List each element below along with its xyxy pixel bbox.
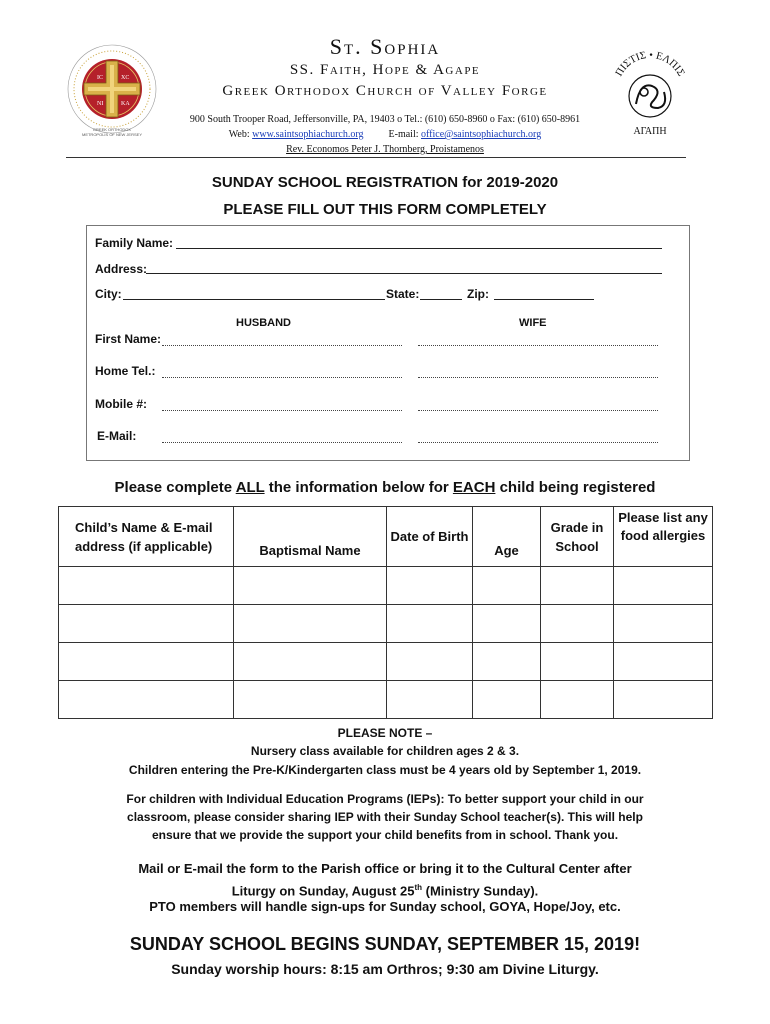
iep-note-line: For children with Individual Education Programs (IEPs): To better support your child in our	[126, 792, 644, 806]
table-cell[interactable]	[59, 567, 234, 605]
mail-note-line: Mail or E-mail the form to the Parish office or bring it to the Cultural Center after	[138, 861, 632, 876]
faith-hope-love-logo	[610, 46, 690, 136]
table-cell[interactable]	[234, 643, 387, 681]
church-web-email	[160, 129, 610, 140]
church-name: St. Sophia	[329, 34, 441, 59]
column-header: Age	[473, 507, 541, 567]
home-tel-label: Home Tel.:	[95, 364, 156, 378]
husband-mobile-field[interactable]	[162, 410, 402, 411]
note-heading: PLEASE NOTE –	[337, 726, 433, 740]
wife-email-field[interactable]	[418, 442, 658, 443]
table-cell[interactable]	[387, 643, 473, 681]
family-info-box	[86, 225, 690, 461]
table-cell[interactable]	[234, 605, 387, 643]
table-cell[interactable]	[473, 643, 541, 681]
city-label: City:	[95, 287, 122, 301]
table-cell[interactable]	[473, 567, 541, 605]
mail-note-text: (Ministry Sunday).	[422, 883, 539, 899]
church-subtitle-2: Greek Orthodox Church of Valley Forge	[222, 83, 548, 99]
wife-home-tel-field[interactable]	[418, 377, 658, 378]
instruction-text: Please complete	[114, 479, 236, 496]
husband-column-header: HUSBAND	[236, 317, 291, 329]
wife-column-header: WIFE	[519, 317, 547, 329]
table-cell[interactable]	[541, 605, 614, 643]
first-name-label: First Name:	[95, 332, 162, 346]
iep-note-line: classroom, please consider sharing IEP with their Sunday School teacher(s). This will help	[127, 810, 643, 824]
seal-letter: KA	[121, 101, 130, 107]
instruction-text: child being registered	[495, 479, 656, 496]
children-table	[58, 506, 713, 719]
table-cell[interactable]	[614, 567, 713, 605]
address-field[interactable]	[146, 273, 662, 274]
state-field[interactable]	[420, 299, 462, 300]
table-row	[59, 605, 713, 643]
table-row	[59, 567, 713, 605]
church-seal-logo	[66, 43, 158, 135]
seal-caption	[64, 127, 160, 137]
table-cell[interactable]	[541, 681, 614, 719]
table-cell[interactable]	[387, 605, 473, 643]
table-cell[interactable]	[614, 643, 713, 681]
seal-motto-bottom: ΑΓΑΠΗ	[633, 126, 667, 136]
note-nursery: Nursery class available for children ages 2 & 3.	[250, 744, 520, 758]
note-prek: Children entering the Pre-K/Kindergarten class must be 4 years old by September 1, 2019.	[128, 763, 642, 777]
state-label: State:	[386, 287, 420, 301]
iep-note-line: ensure that we provide the support your child benefits from in school. Thank you.	[151, 828, 619, 842]
table-cell[interactable]	[614, 605, 713, 643]
wife-first-name-field[interactable]	[418, 345, 658, 346]
instruction-emphasis: EACH	[452, 479, 496, 496]
email-label: E-mail:	[388, 129, 419, 140]
column-header: Baptismal Name	[234, 507, 387, 567]
column-header: Date of Birth	[387, 507, 473, 567]
table-cell[interactable]	[387, 681, 473, 719]
form-title: SUNDAY SCHOOL REGISTRATION for 2019-2020	[211, 174, 559, 191]
seal-caption-line: GREEK ORTHODOX	[92, 127, 132, 132]
seal-letter: XC	[121, 75, 130, 81]
table-row	[59, 643, 713, 681]
address-label: Address:	[95, 262, 148, 276]
school-begins-banner: SUNDAY SCHOOL BEGINS SUNDAY, SEPTEMBER 15, 2019!	[129, 934, 641, 954]
table-cell[interactable]	[59, 643, 234, 681]
header-divider	[66, 157, 686, 158]
email-field-label: E-Mail:	[97, 429, 137, 443]
instruction-emphasis: ALL	[235, 479, 265, 496]
form-subtitle: PLEASE FILL OUT THIS FORM COMPLETELY	[223, 201, 547, 218]
table-cell[interactable]	[473, 605, 541, 643]
table-cell[interactable]	[473, 681, 541, 719]
table-cell[interactable]	[59, 681, 234, 719]
table-row	[59, 681, 713, 719]
zip-label: Zip:	[467, 287, 489, 301]
children-instruction	[0, 479, 770, 496]
seal-letter: IC	[97, 75, 103, 81]
column-header: Grade in School	[541, 507, 614, 567]
column-header: Child’s Name & E-mail address (if applicable)	[59, 507, 234, 567]
instruction-text: the information below for	[264, 479, 453, 496]
table-cell[interactable]	[541, 567, 614, 605]
mail-note-line: PTO members will handle sign-ups for Sunday school, GOYA, Hope/Joy, etc.	[149, 899, 621, 914]
email-link[interactable]: office@saintsophiachurch.org	[421, 129, 542, 140]
table-cell[interactable]	[234, 681, 387, 719]
husband-first-name-field[interactable]	[162, 345, 402, 346]
mobile-label: Mobile #:	[95, 397, 148, 411]
mail-note-text: Liturgy on Sunday, August 25	[231, 883, 415, 899]
table-cell[interactable]	[387, 567, 473, 605]
column-header: Please list any food allergies	[614, 507, 713, 567]
husband-email-field[interactable]	[162, 442, 402, 443]
seal-letter: NI	[97, 101, 104, 107]
family-name-field[interactable]	[176, 248, 662, 249]
svg-text:ΠΙΣΤΙΣ • ΕΛΠΙΣ	[614, 50, 687, 78]
zip-field[interactable]	[494, 299, 594, 300]
church-subtitle: SS. Faith, Hope & Agape	[289, 62, 481, 78]
table-cell[interactable]	[541, 643, 614, 681]
table-cell[interactable]	[614, 681, 713, 719]
wife-mobile-field[interactable]	[418, 410, 658, 411]
seal-motto-top: ΠΙΣΤΙΣ • ΕΛΠΙΣ	[613, 49, 687, 79]
priest-name: Rev. Economos Peter J. Thornberg, Proistamenos	[286, 144, 484, 155]
worship-hours: Sunday worship hours: 8:15 am Orthros; 9:30 am Divine Liturgy.	[171, 961, 599, 977]
table-cell[interactable]	[59, 605, 234, 643]
church-address: 900 South Trooper Road, Jeffersonville, PA, 19403 o Tel.: (610) 650-8960 o Fax: (610) 650-8961	[189, 114, 581, 125]
table-cell[interactable]	[234, 567, 387, 605]
seal-caption-line: METROPOLIS OF NEW JERSEY	[81, 132, 142, 137]
city-field[interactable]	[123, 299, 385, 300]
husband-home-tel-field[interactable]	[162, 377, 402, 378]
family-name-label: Family Name:	[95, 236, 174, 250]
mail-note-sup: th	[414, 883, 422, 892]
website-link[interactable]: www.saintsophiachurch.org	[252, 129, 364, 140]
web-label: Web:	[228, 129, 250, 140]
